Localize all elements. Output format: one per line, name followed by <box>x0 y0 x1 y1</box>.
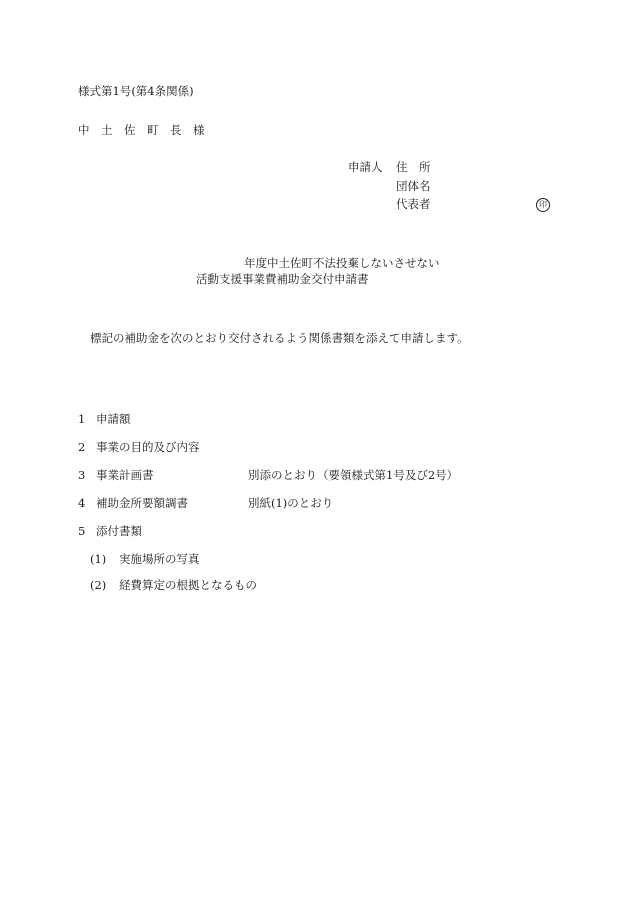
item-label-project-plan: 事業計画書 <box>96 468 154 482</box>
item-label-subsidy-statement: 補助金所要額調書 <box>96 496 188 510</box>
item-number: 1 <box>78 412 86 426</box>
item-number: 2 <box>78 440 86 454</box>
address-label: 住 所 <box>396 160 431 174</box>
item-number: 5 <box>78 524 86 538</box>
title-line-2: 活動支援事業費補助金交付申請書 <box>196 272 369 286</box>
seal-mark: 印 <box>536 198 550 212</box>
group-name-label: 団体名 <box>396 179 431 193</box>
attachment-photo: 実施場所の写真 <box>119 552 200 566</box>
attachment-cost-basis: 経費算定の根拠となるもの <box>119 578 257 592</box>
item-number: 4 <box>78 496 86 510</box>
attachment-number: (2) <box>90 578 107 592</box>
addressee: 中 土 佐 町 長 様 <box>78 123 205 137</box>
item-value-project-plan: 別添のとおり（要領様式第1号及び2号） <box>248 468 459 482</box>
attachment-number: (1) <box>90 552 107 566</box>
body-text: 標記の補助金を次のとおり交付されるよう関係書類を添えて申請します。 <box>90 331 469 345</box>
form-number-label: 様式第1号(第4条関係) <box>78 84 194 98</box>
applicant-role-label: 申請人 <box>348 160 383 174</box>
item-value-subsidy-statement: 別紙(1)のとおり <box>248 496 334 510</box>
representative-label: 代表者 <box>396 197 431 211</box>
item-label-attachments: 添付書類 <box>96 524 142 538</box>
item-number: 3 <box>78 468 86 482</box>
item-label-application-amount: 申請額 <box>96 412 131 426</box>
title-line-1: 年度中土佐町不法投棄しないさせない <box>244 256 440 270</box>
item-label-purpose: 事業の目的及び内容 <box>96 440 200 454</box>
